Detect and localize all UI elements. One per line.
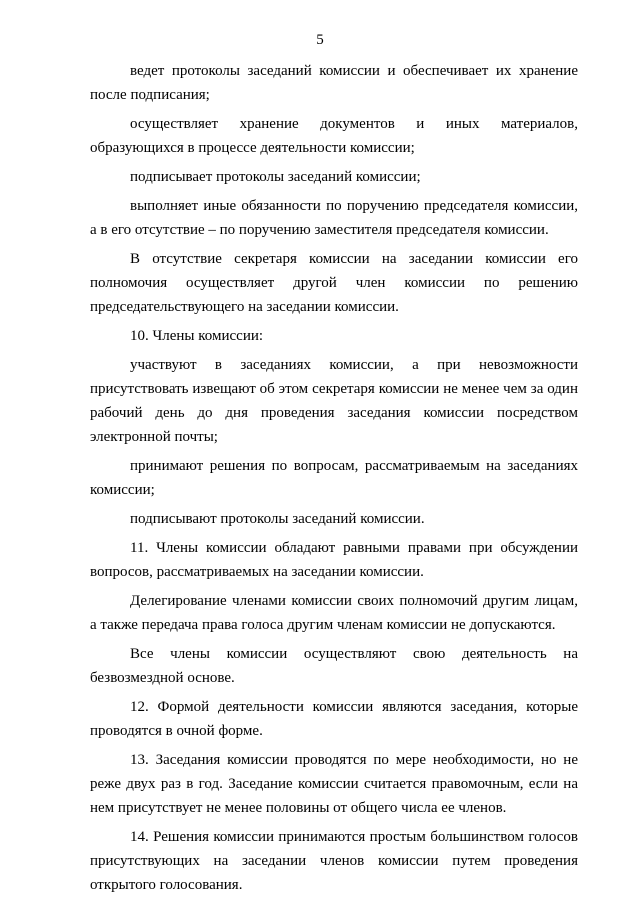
paragraph-members-decide: принимают решения по вопросам, рассматриваемым на заседаниях комиссии; — [90, 458, 578, 498]
paragraph-item-12: 12. Формой деятельности комиссии являются заседания, которые проводятся в очной форме. — [90, 699, 578, 739]
paragraph-members-participate: участвуют в заседаниях комиссии, а при невозможности присутствовать извещают об этом секретаря комиссии не менее чем за один рабочий день до дня проведения заседания комиссии посредством электронной почты; — [90, 357, 578, 445]
paragraph-secretary-absence: В отсутствие секретаря комиссии на заседании комиссии его полномочия осуществляет другой член комиссии по решению председательствующего на заседании комиссии. — [90, 251, 578, 315]
paragraph-secretary-minutes: ведет протоколы заседаний комиссии и обеспечивает их хранение после подписания; — [90, 63, 578, 103]
paragraph-members-sign: подписывают протоколы заседаний комиссии. — [130, 511, 425, 527]
paragraph-secretary-storage: осуществляет хранение документов и иных материалов, образующихся в процессе деятельности комиссии; — [90, 116, 578, 156]
page-number: 5 — [316, 32, 324, 48]
paragraph-secretary-other-duties: выполняет иные обязанности по поручению председателя комиссии, а в его отсутствие – по поручению заместителя председателя комиссии. — [90, 198, 578, 238]
paragraph-item-10: 10. Члены комиссии: — [130, 328, 264, 344]
paragraph-secretary-signs: подписывает протоколы заседаний комиссии; — [130, 169, 421, 185]
paragraph-delegation: Делегирование членами комиссии своих полномочий другим лицам, а также передача права голоса другим членам комиссии не допускаются. — [90, 593, 578, 633]
paragraph-item-11: 11. Члены комиссии обладают равными правами при обсуждении вопросов, рассматриваемых на заседании комиссии. — [90, 540, 578, 580]
document-body — [90, 59, 578, 902]
paragraph-item-14: 14. Решения комиссии принимаются простым большинством голосов присутствующих на заседании членов комиссии путем проведения открытого голосования. — [90, 829, 578, 893]
paragraph-unpaid-basis: Все члены комиссии осуществляют свою деятельность на безвозмездной основе. — [90, 646, 578, 686]
paragraph-item-13: 13. Заседания комиссии проводятся по мере необходимости, но не реже двух раз в год. Заседание комиссии считается правомочным, если на нем присутствует не менее половины от общего числа ее членов. — [90, 752, 578, 816]
